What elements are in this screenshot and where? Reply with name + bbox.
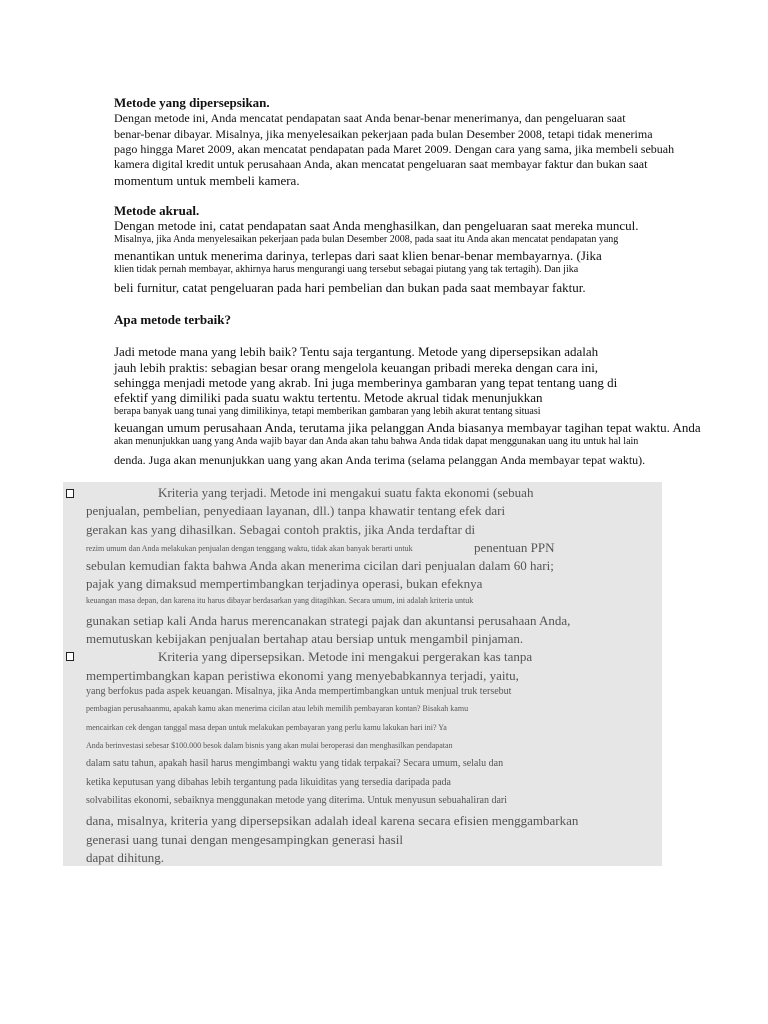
criteria-item-line: sebulan kemudian fakta bahwa Anda akan menerima cicilan dari penjualan dalam 60 hari; [86, 558, 554, 573]
criteria-item-line: memutuskan kebijakan penjualan bertahap atau bersiap untuk mengambil pinjaman. [86, 631, 524, 646]
paragraph-line: Jadi metode mana yang lebih baik? Tentu saja tergantung. Metode yang dipersepsikan adalah [114, 344, 599, 359]
criteria-item-line: yang berfokus pada aspek keuangan. Misalnya, jika Anda mempertimbangkan untuk menjual truk tersebut [86, 686, 512, 697]
paragraph-line: sehingga menjadi metode yang akrab. Ini juga memberinya gambaran yang tepat tentang uang di [114, 375, 618, 390]
paragraph-line: momentum untuk membeli kamera. [114, 173, 300, 188]
paragraph-line: menantikan untuk menerima darinya, terlepas dari saat klien benar-benar membayarnya. (Jika [114, 248, 602, 263]
criteria-item-line: keuangan masa depan, dan karena itu harus dibayar berdasarkan yang ditagihkan. Secara umum, ini adalah kriteria untuk [86, 596, 474, 605]
section-heading-best-method: Apa metode terbaik? [114, 312, 231, 327]
criteria-item-line: dana, misalnya, kriteria yang dipersepsikan adalah ideal karena secara efisien menggambarkan [86, 813, 579, 828]
criteria-item-line: solvabilitas ekonomi, sebaiknya menggunakan metode yang diterima. Untuk menyusun sebuahaliran dari [86, 795, 508, 806]
criteria-item-line: pembagian perusahaanmu, apakah kamu akan menerima cicilan atau lebih memilih pembayaran kontan? Bisakah kamu [86, 704, 469, 713]
paragraph-line: keuangan umum perusahaan Anda, terutama jika pelanggan Anda biasanya membayar tagihan tepat waktu. Anda [114, 420, 701, 435]
criteria-item-line: Kriteria yang terjadi. Metode ini mengakui suatu fakta ekonomi (sebuah [158, 485, 534, 500]
paragraph-line: kamera digital kredit untuk perusahaan Anda, akan mencatat pengeluaran saat membayar faktur dan bukan saat [114, 157, 648, 171]
checkbox-bullet-icon [66, 489, 74, 498]
paragraph-line: Dengan metode ini, catat pendapatan saat Anda menghasilkan, dan pengeluaran saat mereka muncul. [114, 218, 639, 233]
paragraph-line: jauh lebih praktis: sebagian besar orang mengelola keuangan pribadi mereka dengan cara ini, [114, 360, 599, 375]
criteria-item-line: pajak yang dimaksud mempertimbangkan terjadinya operasi, bukan efeknya [86, 576, 483, 591]
paragraph-line: berapa banyak uang tunai yang dimilikinya, tetapi memberikan gambaran yang lebih akurat tentang situasi [114, 406, 541, 417]
criteria-item-line: mempertimbangkan kapan peristiwa ekonomi yang menyebabkannya terjadi, yaitu, [86, 668, 519, 683]
criteria-item-line: penentuan PPN [474, 540, 555, 555]
paragraph-line: denda. Juga akan menunjukkan uang yang akan Anda terima (selama pelanggan Anda membayar tepat waktu). [114, 453, 646, 467]
criteria-item-line: ketika keputusan yang dibahas lebih tergantung pada likuiditas yang tersedia daripada pada [86, 777, 451, 788]
paragraph-line: benar-benar dibayar. Misalnya, jika menyelesaikan pekerjaan pada bulan Desember 2008, tetapi tidak menerima [114, 127, 653, 141]
checkbox-bullet-icon [66, 652, 74, 661]
criteria-item-line: generasi uang tunai dengan mengesampingkan generasi hasil [86, 832, 403, 847]
criteria-item-line: Kriteria yang dipersepsikan. Metode ini mengakui pergerakan kas tanpa [158, 649, 533, 664]
paragraph-line: klien tidak pernah membayar, akhirnya harus mengurangi uang tersebut sebagai piutang yang tak tertagih). Dan jika [114, 264, 579, 275]
criteria-item-line: mencairkan cek dengan tanggal masa depan untuk melakukan pembayaran yang perlu kamu lakukan hari ini? Ya [86, 723, 447, 732]
paragraph-line: akan menunjukkan uang yang Anda wajib bayar dan Anda akan tahu bahwa Anda tidak dapat menggunakan uang itu untuk hal lain [114, 436, 639, 447]
criteria-item-line: rezim umum dan Anda melakukan penjualan dengan tenggang waktu, tidak akan banyak berarti untuk [86, 544, 413, 553]
paragraph-line: beli furnitur, catat pengeluaran pada hari pembelian dan bukan pada saat membayar faktur. [114, 280, 586, 295]
criteria-item-line: gerakan kas yang dihasilkan. Sebagai contoh praktis, jika Anda terdaftar di [86, 522, 476, 537]
criteria-item-line: dalam satu tahun, apakah hasil harus mengimbangi waktu yang tidak terpakai? Secara umum, selalu dan [86, 758, 504, 769]
criteria-item-line: penjualan, pembelian, penyediaan layanan, dll.) tanpa khawatir tentang efek dari [86, 503, 506, 518]
paragraph-line: pago hingga Maret 2009, akan mencatat pendapatan pada Maret 2009. Dengan cara yang sama, jika membeli sebuah [114, 142, 675, 156]
criteria-item-line: Anda berinvestasi sebesar $100.000 besok dalam bisnis yang akan mulai beroperasi dan menghasilkan pendapatan [86, 741, 453, 750]
section-heading-cash-method: Metode yang dipersepsikan. [114, 95, 270, 110]
criteria-item-line: gunakan setiap kali Anda harus merencanakan strategi pajak dan akuntansi perusahaan Anda, [86, 613, 571, 628]
paragraph-line: Misalnya, jika Anda menyelesaikan pekerjaan pada bulan Desember 2008, pada saat itu Anda akan mencatat pendapatan yang [114, 234, 619, 245]
paragraph-line: Dengan metode ini, Anda mencatat pendapatan saat Anda benar-benar menerimanya, dan pengeluaran saat [114, 111, 626, 125]
section-heading-accrual-method: Metode akrual. [114, 203, 200, 218]
criteria-item-line: dapat dihitung. [86, 850, 164, 865]
paragraph-line: efektif yang dimiliki pada suatu waktu tertentu. Metode akrual tidak menunjukkan [114, 390, 543, 405]
